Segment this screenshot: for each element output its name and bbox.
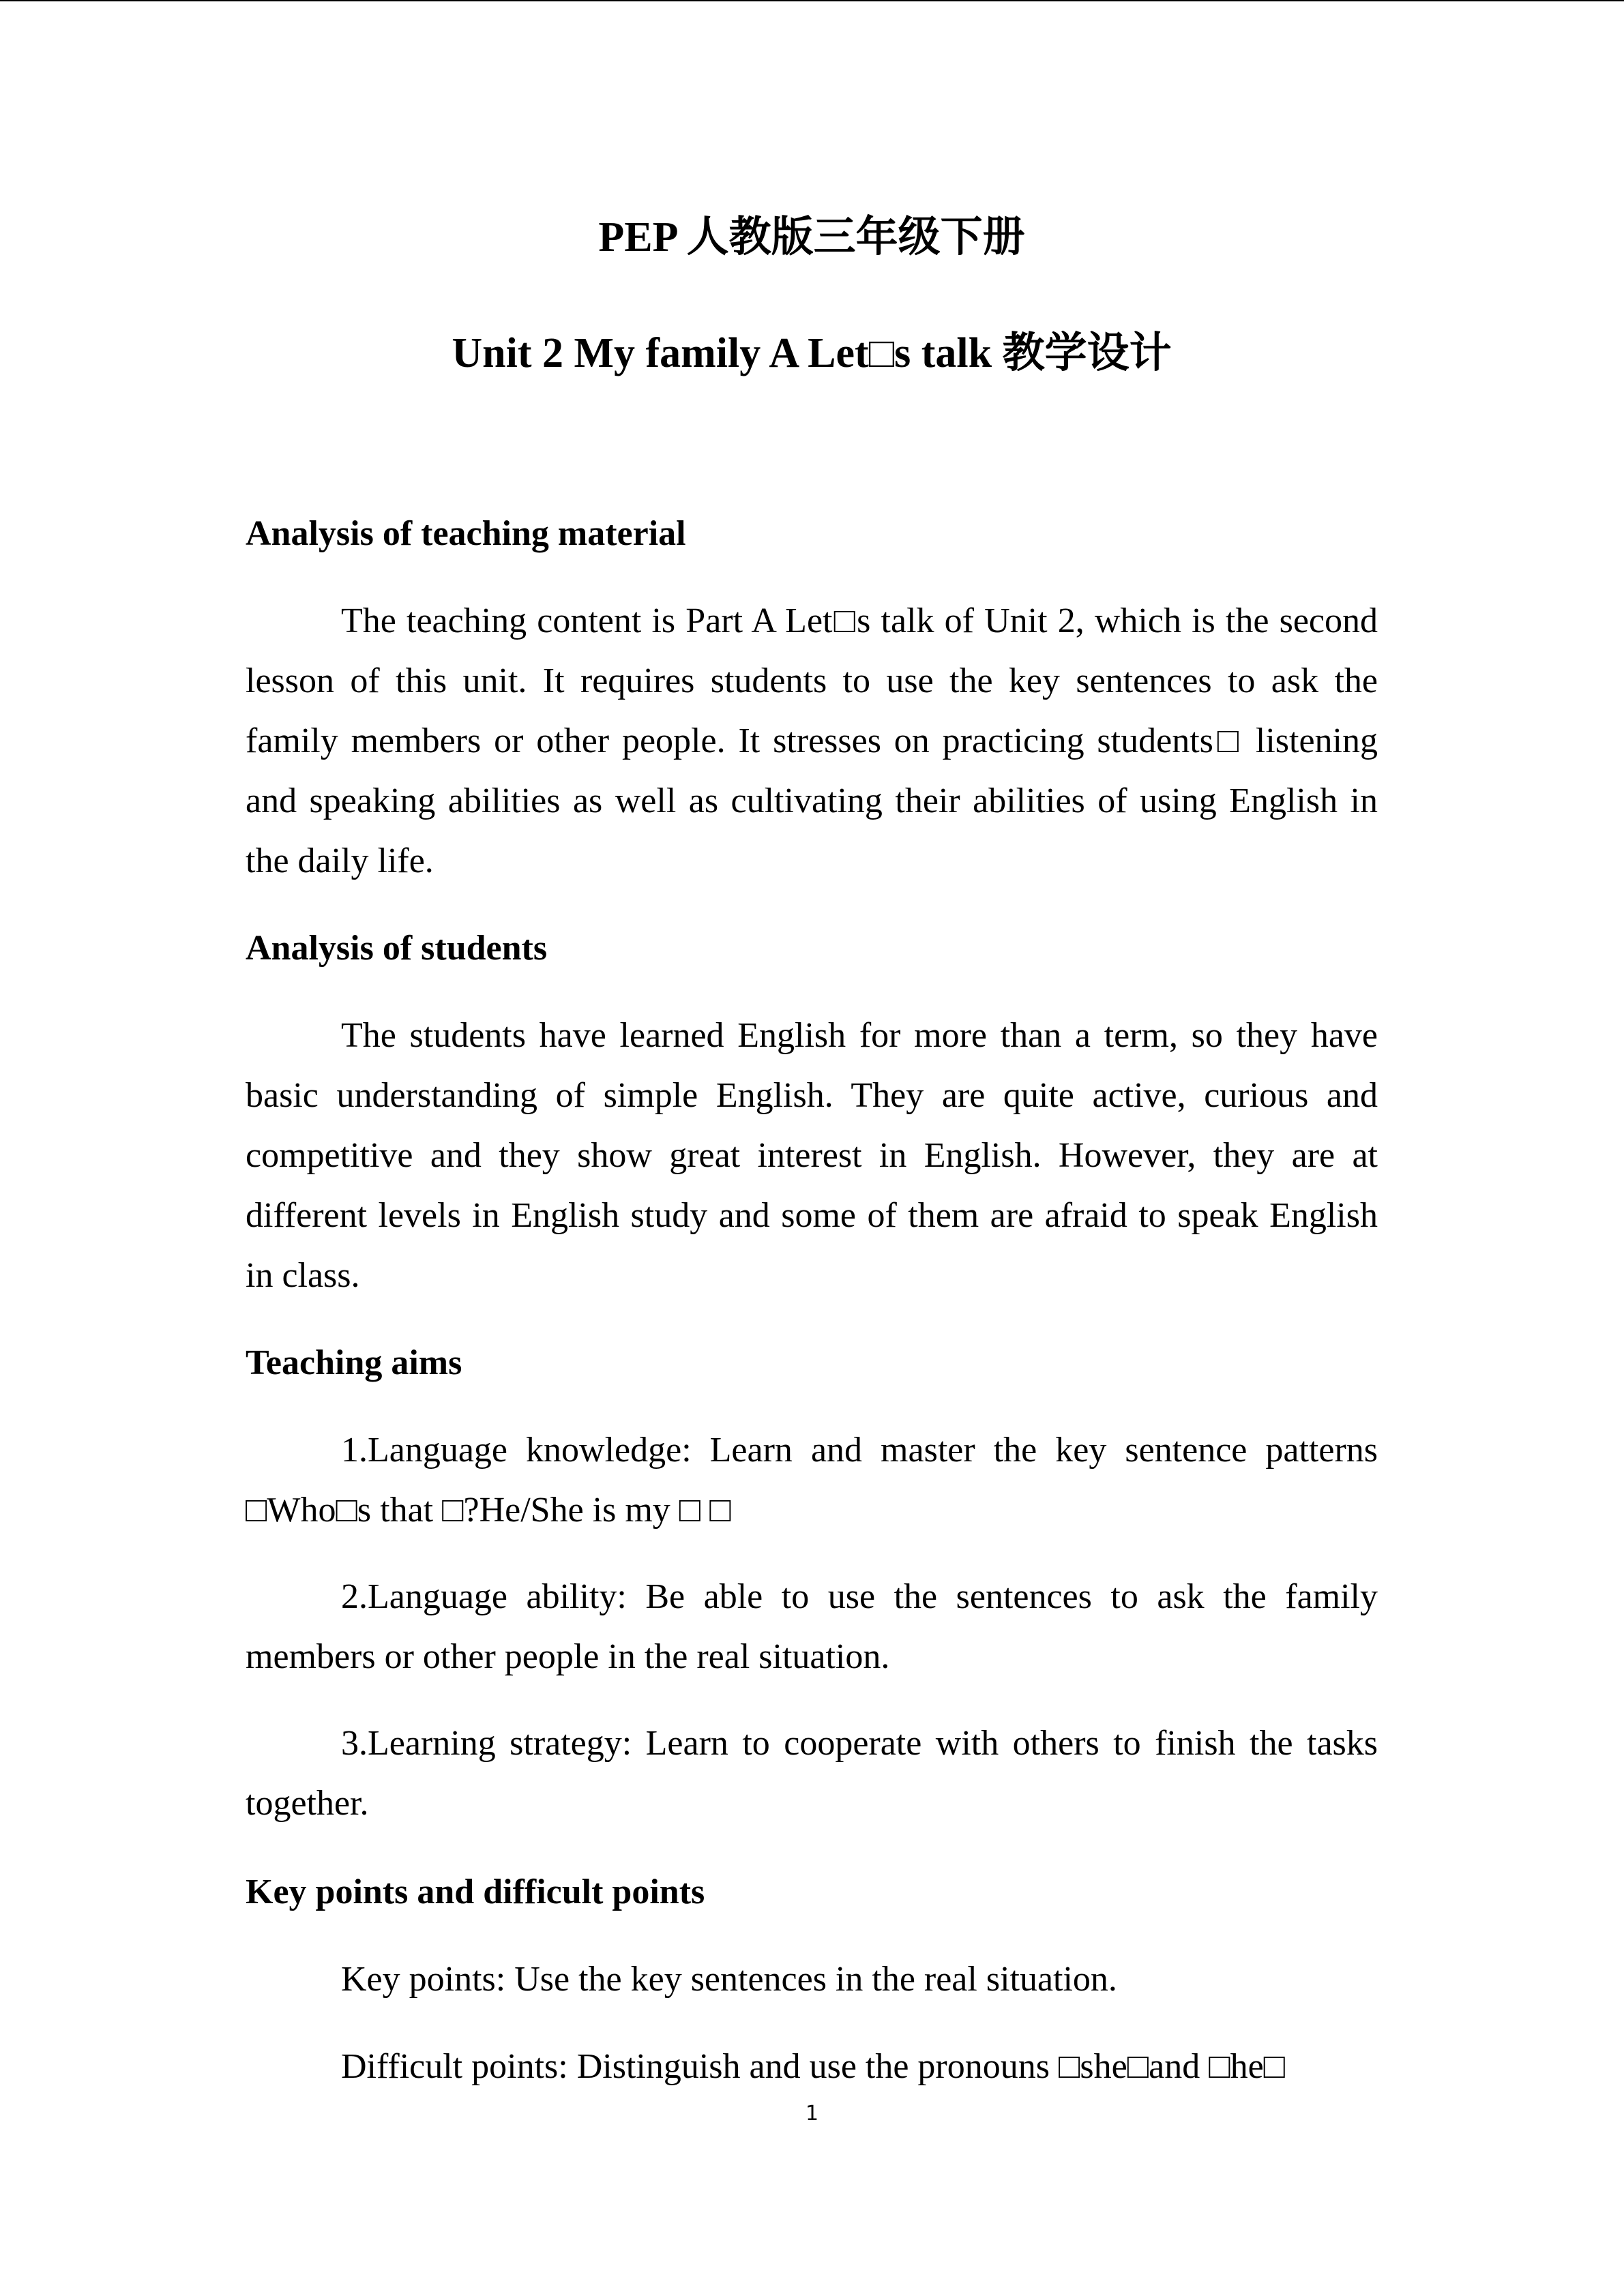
paragraph-aim-1: 1.Language knowledge: Learn and master the key sentence patterns □Who□s that □?He/She is my □ □ xyxy=(246,1431,1378,1530)
paragraph-aim-3: 3.Learning strategy: Learn to cooperate with others to finish the tasks together. xyxy=(246,1724,1378,1823)
paragraph-aim-2: 2.Language ability: Be able to use the sentences to ask the family members or other people in the real situation. xyxy=(246,1577,1378,1676)
heading-teaching-material: Analysis of teaching material xyxy=(246,514,686,553)
document-subtitle: Unit 2 My family A Let□s talk 教学设计 xyxy=(452,330,1172,376)
page-number: 1 xyxy=(805,2102,819,2126)
paragraph-students: The students have learned English for more than a term, so they have basic understanding of simple English. They are quite active, curious and competitive and they show great interest in English. However, they are at different levels in English study and some of them are afraid to speak English in class. xyxy=(246,1016,1378,1295)
page-top-border xyxy=(0,0,1624,1)
heading-key-points: Key points and difficult points xyxy=(246,1873,705,1911)
text-difficult-points: Difficult points: Distinguish and use the pronouns □she□and □he□ xyxy=(341,2047,1286,2086)
heading-teaching-aims: Teaching aims xyxy=(246,1343,462,1382)
paragraph-teaching-material: The teaching content is Part A Let□s talk of Unit 2, which is the second lesson of this unit. It requires students to use the key sentences to ask the family members or other people. It stresses on practicing students□ listening and speaking abilities as well as cultivating their abilities of using English in the daily life. xyxy=(246,601,1378,880)
heading-students: Analysis of students xyxy=(246,929,548,968)
document-title: PEP 人教版三年级下册 xyxy=(598,214,1025,260)
text-key-points: Key points: Use the key sentences in the real situation. xyxy=(341,1960,1117,1999)
